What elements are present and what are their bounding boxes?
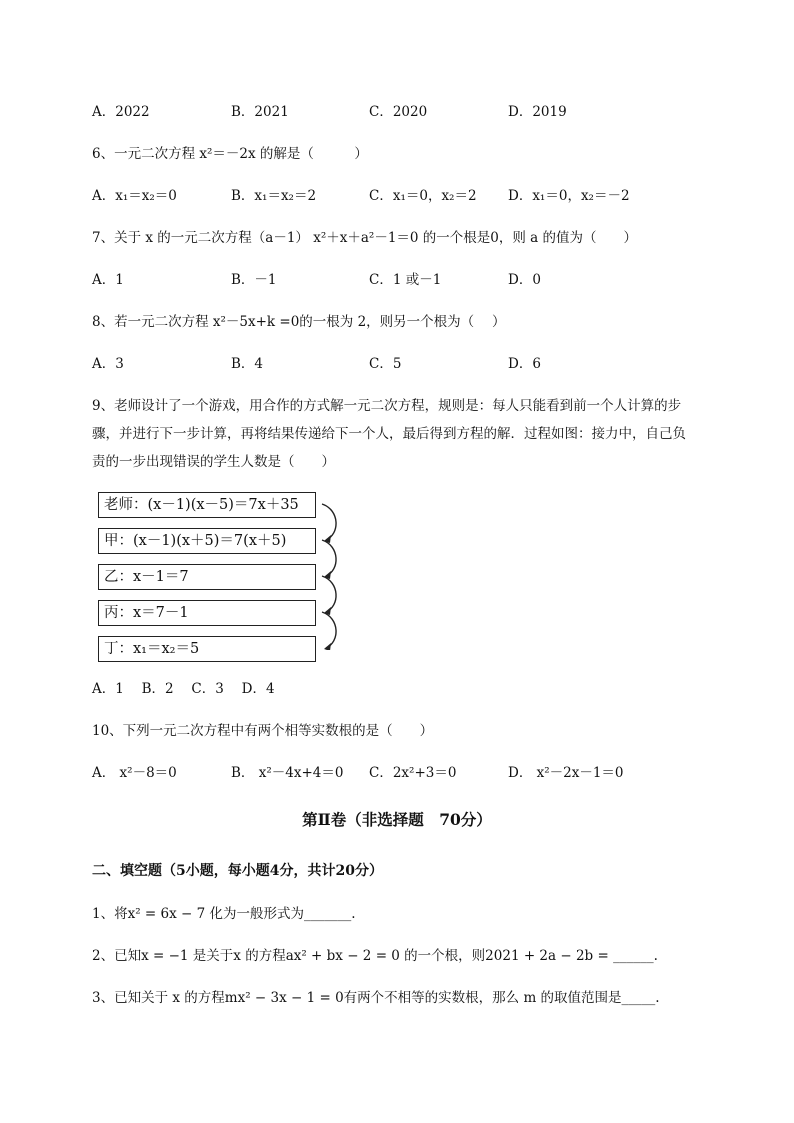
q9-step-yi: 乙：x－1＝7	[98, 564, 316, 590]
q9-step-bing: 丙：x＝7－1	[98, 600, 316, 626]
relay-arrow-2	[322, 540, 336, 576]
q7-option-c: C．1 或－1	[369, 272, 442, 288]
q7-option-d: D．0	[508, 272, 541, 288]
q5-option-c: C．2020	[369, 104, 428, 120]
q8-option-d: D．6	[508, 356, 541, 372]
q7-option-b: B．－1	[231, 272, 277, 288]
q6-option-c: C．x₁＝0，x₂＝2	[369, 188, 477, 204]
q9-stem-line2: 骤，并进行下一步计算，再将结果传递给下一个人，最后得到方程的解．过程如图：接力中，自己负	[92, 426, 686, 442]
q5-option-a: A．2022	[92, 104, 150, 120]
q9-relay-arrows	[318, 500, 354, 650]
q9-stem-line3: 责的一步出现错误的学生人数是（ ）	[92, 454, 335, 470]
q9-options: A．1 B．2 C．3 D．4	[92, 681, 275, 697]
q10-option-d: D． x²－2x－1＝0	[508, 765, 624, 781]
q6-option-a: A．x₁＝x₂＝0	[92, 188, 177, 204]
q8-option-c: C．5	[369, 356, 402, 372]
q8-option-a: A．3	[92, 356, 124, 372]
q5-option-d: D．2019	[508, 104, 567, 120]
relay-arrow-3	[322, 576, 336, 612]
q6-option-b: B．x₁＝x₂＝2	[231, 188, 317, 204]
q7-stem: 7、关于 x 的一元二次方程（a－1） x²＋x＋a²－1＝0 的一个根是0，则 a 的值为（ ）	[92, 230, 638, 246]
q8-stem: 8、若一元二次方程 x²－5x+k =0的一根为 2，则另一个根为（ ）	[92, 314, 506, 330]
q6-stem: 6、一元二次方程 x²＝－2x 的解是（ ）	[92, 146, 368, 162]
q5-option-b: B．2021	[231, 104, 289, 120]
q10-stem: 10、下列一元二次方程中有两个相等实数根的是（ ）	[92, 723, 434, 739]
q10-option-b: B． x²－4x+4＝0	[231, 765, 344, 781]
fill-q2: 2、已知x = −1 是关于x 的方程ax² + bx − 2 = 0 的一个根，则2021 + 2a − 2b = ______.	[92, 948, 658, 964]
relay-arrow-1	[322, 504, 336, 540]
q7-option-a: A．1	[92, 272, 124, 288]
q9-step-jia: 甲：(x－1)(x＋5)＝7(x＋5)	[98, 528, 316, 554]
q10-option-a: A． x²－8＝0	[92, 765, 177, 781]
q9-step-ding: 丁：x₁＝x₂＝5	[98, 636, 316, 662]
q8-option-b: B．4	[231, 356, 264, 372]
q10-option-c: C．2x²+3＝0	[369, 765, 457, 781]
relay-arrow-4	[322, 612, 336, 648]
q6-option-d: D．x₁＝0，x₂＝－2	[508, 188, 630, 204]
part2-title: 第Ⅱ卷（非选择题 70分）	[302, 810, 492, 829]
fill-q3: 3、已知关于 x 的方程mx² − 3x − 1 = 0有两个不相等的实数根，那么 m 的取值范围是_____.	[92, 990, 660, 1006]
q9-stem-line1: 9、老师设计了一个游戏，用合作的方式解一元二次方程，规则是：每人只能看到前一个人计算的步	[92, 398, 682, 414]
fill-q1: 1、将x² = 6x − 7 化为一般形式为_______.	[92, 906, 356, 922]
fill-section-heading: 二、填空题（5小题，每小题4分，共计20分）	[92, 863, 383, 879]
q9-step-teacher: 老师：(x－1)(x－5)＝7x＋35	[98, 492, 316, 518]
